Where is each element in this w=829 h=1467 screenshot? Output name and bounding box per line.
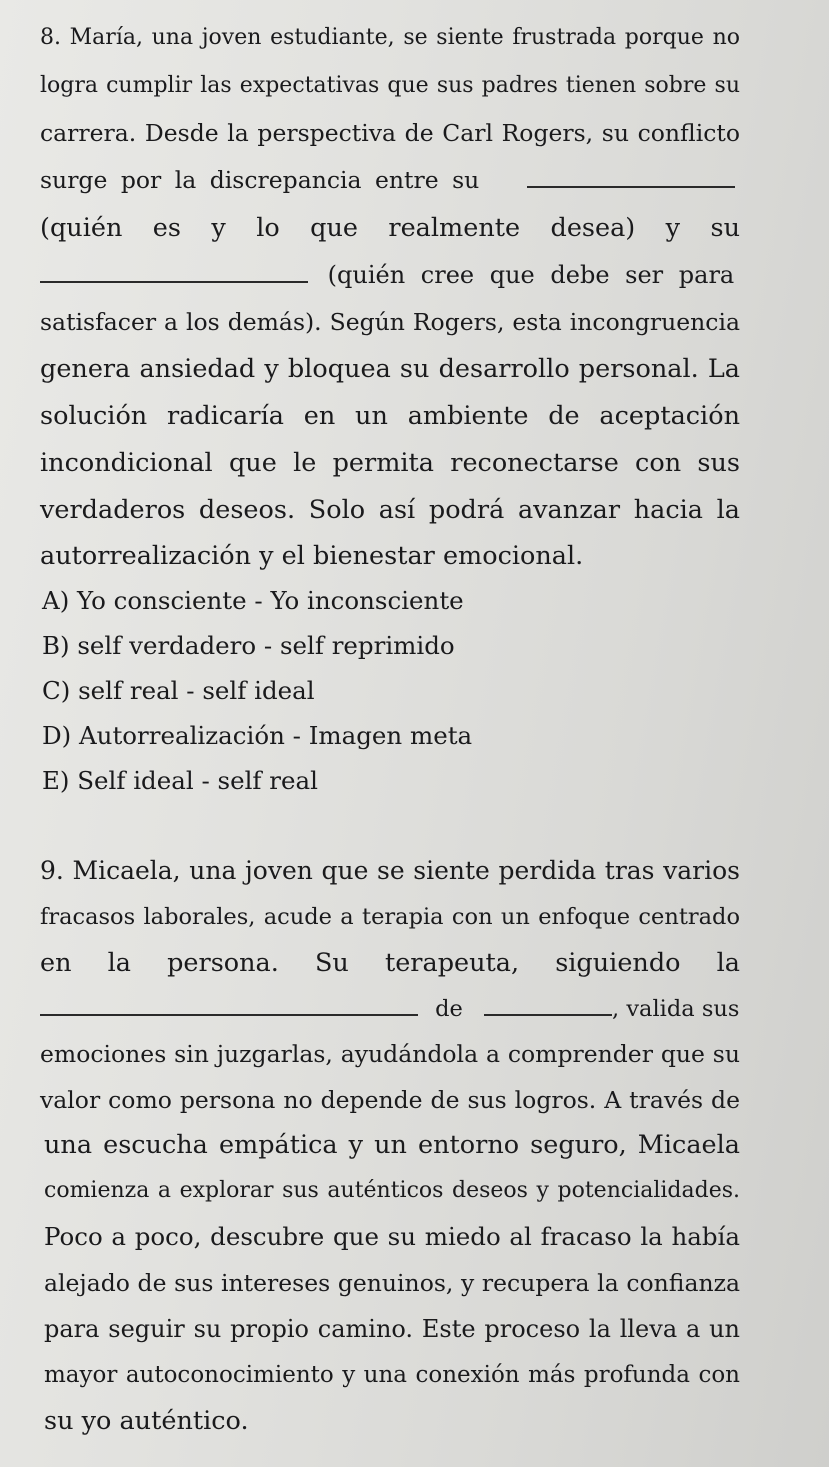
q8-line-2: logra cumplir las expectativas que sus padres tienen sobre su [40,73,740,98]
q9-line-4-tail: , valida sus [612,996,740,1022]
q9-line-5: emociones sin juzgarlas, ayudándola a comprender que su [40,1040,740,1068]
q8-line-1: 8. María, una joven estudiante, se siente frustrada porque no [40,25,740,50]
q8-option-d[interactable]: D) Autorrealización - Imagen meta [42,721,473,750]
q8-blank-1[interactable] [527,164,735,188]
q9-line-4-de: de [435,996,463,1022]
q8-option-b[interactable]: B) self verdadero - self reprimido [42,631,455,660]
q9-line-6: valor como persona no depende de sus logros. A través de [40,1086,740,1114]
q9-line-9: Poco a poco, descubre que su miedo al fracaso la había [44,1222,740,1251]
q8-option-a[interactable]: A) Yo consciente - Yo inconsciente [42,586,464,615]
q9-line-7: una escucha empática y un entorno seguro, Micaela [44,1130,740,1160]
q9-line-4 [40,992,740,1025]
q8-line-4 [40,164,740,196]
q8-line-6 [40,259,740,291]
q8-line-7: satisfacer a los demás). Según Rogers, esta incongruencia [40,308,740,336]
q8-line-3: carrera. Desde la perspectiva de Carl Rogers, su conflicto [40,119,740,147]
q9-line-2: fracasos laborales, acude a terapia con un enfoque centrado [40,904,740,930]
q9-line-11: para seguir su propio camino. Este proceso la lleva a un [44,1315,740,1343]
q9-line-1: 9. Micaela, una joven que se siente perdida tras varios [40,856,740,885]
q8-line-11: verdaderos deseos. Solo así podrá avanzar hacia la [40,495,740,525]
q9-blank-1[interactable] [40,992,418,1016]
q8-line-8: genera ansiedad y bloquea su desarrollo personal. La [40,354,740,384]
q9-blank-2[interactable] [484,992,612,1016]
q9-line-10: alejado de sus intereses genuinos, y recupera la confianza [44,1269,740,1297]
q8-line-10: incondicional que le permita reconectarse con sus [40,448,740,478]
q8-option-e[interactable]: E) Self ideal - self real [42,766,318,795]
q9-line-12: mayor autoconocimiento y una conexión más profunda con [44,1362,740,1388]
q8-blank-2[interactable] [40,259,308,283]
q9-line-13: su yo auténtico. [44,1406,249,1436]
q8-line-12: autorrealización y el bienestar emocional. [40,541,584,571]
q8-line-4-text: surge por la discrepancia entre su [40,166,480,194]
q9-line-8: comienza a explorar sus auténticos deseos y potencialidades. [44,1178,740,1203]
q9-line-3: en la persona. Su terapeuta, siguiendo la [40,948,740,978]
q8-line-9: solución radicaría en un ambiente de aceptación [40,401,740,431]
q8-line-6-text: (quién cree que debe ser para [327,261,735,289]
q8-option-c[interactable]: C) self real - self ideal [42,676,315,705]
q8-line-5: (quién es y lo que realmente desea) y su [40,213,740,243]
